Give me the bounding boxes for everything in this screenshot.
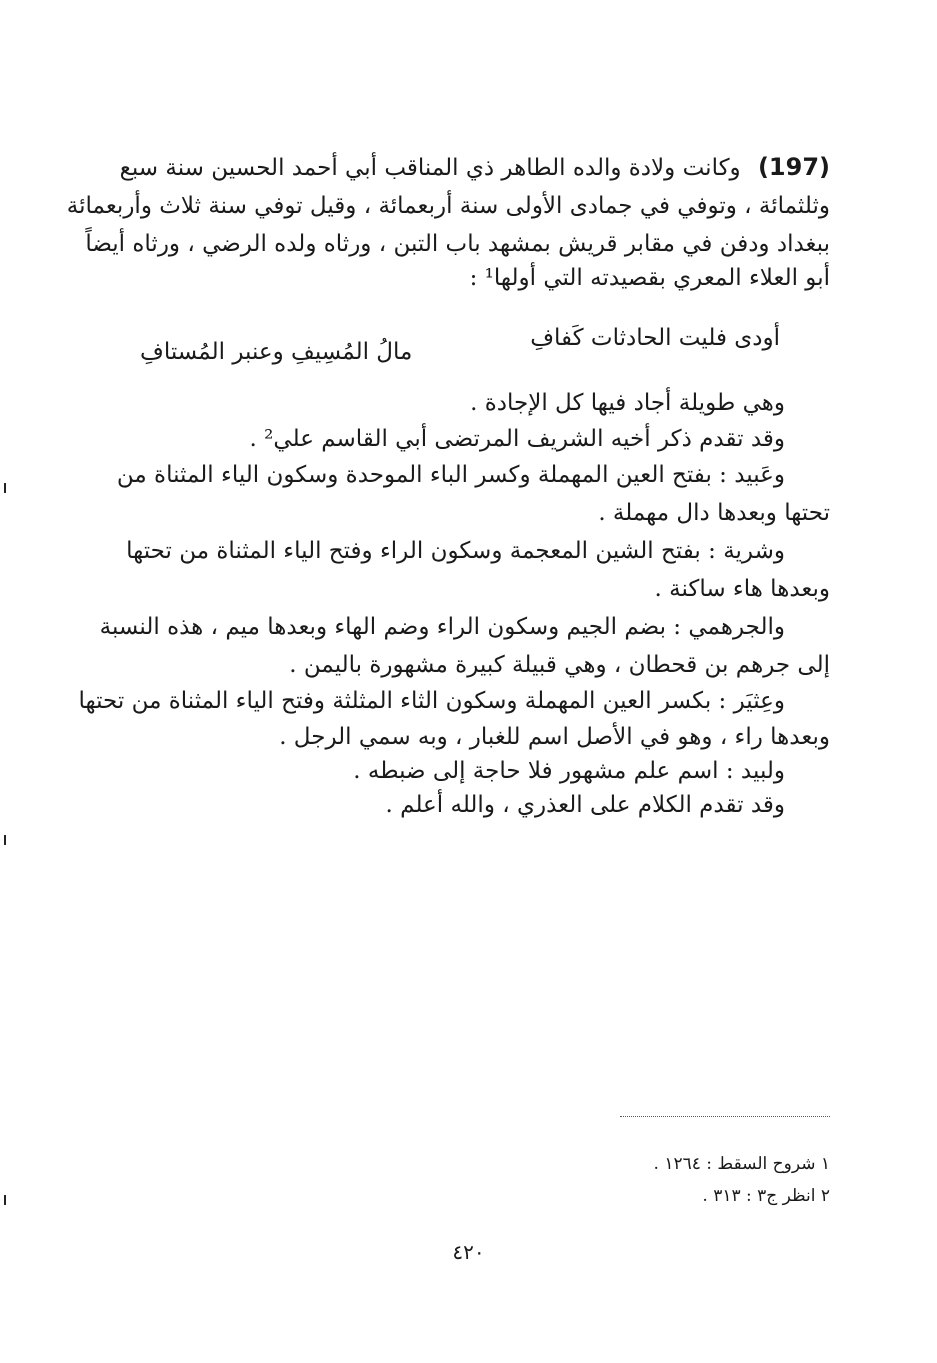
poetry-verse <box>140 322 780 368</box>
text-line: وشرية : بفتح الشين المعجمة وسكون الراء وفتح الياء المثناة من تحتها <box>126 538 785 564</box>
text-line: ببغداد ودفن في مقابر قريش بمشهد باب التبن ، ورثاه ولده الرضي ، ورثاه أيضاً <box>85 231 830 257</box>
entry-number: (197) <box>757 153 830 181</box>
text-line: وقد تقدم الكلام على العذري ، والله أعلم . <box>385 792 785 818</box>
footnote-separator <box>620 1116 830 1117</box>
text-line: وعَبيد : بفتح العين المهملة وكسر الباء الموحدة وسكون الياء المثناة من <box>116 462 785 488</box>
footnote-2: ٢ انظر ج٣ : ٣١٣ . <box>702 1186 830 1206</box>
text-line: وقد تقدم ذكر أخيه الشريف المرتضى أبي القاسم علي² . <box>249 426 785 452</box>
margin-mark <box>4 483 6 493</box>
footnotes <box>560 1148 830 1212</box>
page-number: ٤٢٠ <box>452 1240 485 1264</box>
main-text-block <box>66 152 830 293</box>
verse-second-hemistich: مالُ المُسِيفِ وعنبر المُستافِ <box>140 339 413 365</box>
verse-first-hemistich: أودى فليت الحادثات كَفافِ <box>530 325 780 351</box>
text-line: وبعدها راء ، وهو في الأصل اسم للغبار ، وبه سمي الرجل . <box>279 724 830 750</box>
margin-mark <box>4 1195 6 1205</box>
text-line: والجرهمي : بضم الجيم وسكون الراء وضم الهاء وبعدها ميم ، هذه النسبة <box>99 614 785 640</box>
text-line: إلى جرهم بن قحطان ، وهي قبيلة كبيرة مشهورة باليمن . <box>289 652 830 678</box>
text-line: أبو العلاء المعري بقصيدته التي أولها¹ : <box>469 265 830 291</box>
text-line <box>118 152 830 183</box>
text-line: ولبيد : اسم علم مشهور فلا حاجة إلى ضبطه . <box>353 758 785 784</box>
text-line: تحتها وبعدها دال مهملة . <box>598 500 830 526</box>
text-line: وبعدها هاء ساكنة . <box>654 576 830 602</box>
commentary-block <box>78 388 830 820</box>
text-line: وعِثيَر : بكسر العين المهملة وسكون الثاء المثلثة وفتح الياء المثناة من تحتها <box>78 688 785 714</box>
text-line: وثلثمائة ، وتوفي في جمادى الأولى سنة أربعمائة ، وقيل توفي سنة ثلاث وأربعمائة <box>66 193 830 219</box>
footnote-1: ١ شروح السقط : ١٢٦٤ . <box>653 1154 830 1174</box>
margin-mark <box>4 835 6 845</box>
entry-first-line: وكانت ولادة والده الطاهر ذي المناقب أبي أحمد الحسين سنة سبع <box>119 155 741 181</box>
text-line: وهي طويلة أجاد فيها كل الإجادة . <box>470 390 785 416</box>
